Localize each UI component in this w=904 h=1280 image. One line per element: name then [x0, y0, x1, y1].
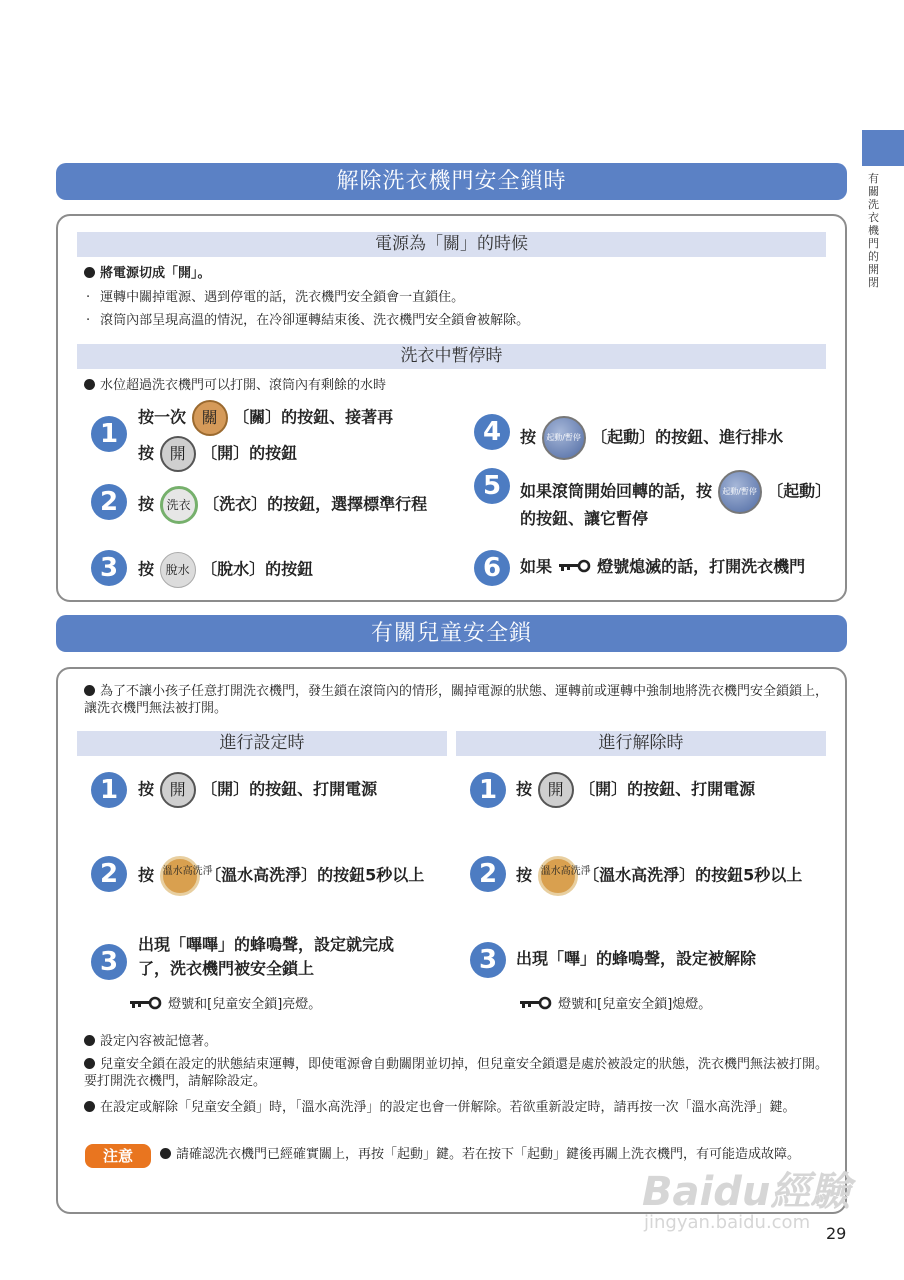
step-number: 2	[470, 856, 506, 892]
step-number: 2	[91, 484, 127, 520]
step-text: 的按鈕、讓它暫停	[520, 509, 649, 528]
spin-button-icon: 脫水	[160, 552, 196, 588]
step-text: 出現「嗶嗶」的蜂鳴聲，設定就完成 了，洗衣機門被安全鎖上	[138, 935, 395, 978]
step-text: 如果 燈號熄滅的話，打開洗衣機門	[520, 557, 806, 576]
step-number: 3	[470, 942, 506, 978]
step-number: 6	[474, 550, 510, 586]
step-text: 按 洗衣 〔洗衣〕的按鈕，選擇標準行程	[138, 486, 427, 524]
close-button-icon: 關	[192, 400, 228, 436]
step-number: 1	[470, 772, 506, 808]
step-number: 3	[91, 944, 127, 980]
bullet-icon	[84, 1058, 95, 1069]
step-number: 3	[91, 550, 127, 586]
open-button-icon: 開	[160, 772, 196, 808]
step-number: 2	[91, 856, 127, 892]
step-number: 1	[91, 772, 127, 808]
key-lock-icon	[558, 559, 592, 573]
note-item: 在設定或解除「兒童安全鎖」時，「溫水高洗淨」的設定也會一併解除。若欲重新設定時，請再按一次「溫水高洗淨」鍵。	[84, 1099, 840, 1116]
step-text: 如果滾筒開始回轉的話，按 起動/暫停 〔起動〕	[520, 470, 831, 514]
caution-text: 請確認洗衣機門已經確實關上，再按「起動」鍵。若在按下「起動」鍵後再關上洗衣機門，有可能造成故障。	[160, 1146, 830, 1163]
hot-wash-button-icon: 溫水高洗淨	[160, 856, 200, 896]
watermark-logo: Baidu經驗	[642, 1169, 851, 1215]
hot-wash-button-icon: 溫水高洗淨	[538, 856, 578, 896]
bullet-icon	[84, 267, 95, 278]
child-lock-intro: 為了不讓小孩子任意打開洗衣機門，發生鎖在滾筒內的情形，關掉電源的狀態、運轉前或運轉中強制地將洗衣機門安全鎖鎖上，讓洗衣機門無法被打開。	[84, 684, 829, 716]
release-heading: 進行解除時	[456, 731, 826, 756]
key-lock-icon	[128, 996, 164, 1010]
open-button-icon: 開	[538, 772, 574, 808]
release-lamp-note: 燈號和[兒童安全鎖]熄燈。	[518, 996, 711, 1013]
open-button-icon: 開	[160, 436, 196, 472]
step-number: 1	[91, 416, 127, 452]
caution-badge: 注意	[85, 1144, 151, 1168]
power-off-heading: 電源為「關」的時候	[77, 232, 826, 257]
chapter-label: 有關洗衣機門的開閉	[868, 172, 879, 289]
step-text: 按 開 〔開〕的按鈕、打開電源	[516, 772, 755, 808]
note-item: 兒童安全鎖在設定的狀態結束運轉，即使電源會自動關閉並切掉，但兒童安全鎖還是處於被設定的狀態，洗衣機門無法被打開。要打開洗衣機門，請解除設定。	[84, 1057, 829, 1089]
power-off-note: · 運轉中關掉電源、遇到停電的話，洗衣機門安全鎖會一直鎖住。	[86, 290, 465, 305]
section-title-unlock: 解除洗衣機門安全鎖時	[56, 163, 847, 200]
bullet-icon	[84, 379, 95, 390]
key-lock-icon	[518, 996, 554, 1010]
set-heading: 進行設定時	[77, 731, 447, 756]
wash-button-icon: 洗衣	[160, 486, 198, 524]
step-number: 4	[474, 414, 510, 450]
power-off-lead: 將電源切成「開」。	[84, 265, 211, 282]
start-pause-button-icon: 起動/暫停	[718, 470, 762, 514]
note-item: 設定內容被記憶著。	[84, 1033, 840, 1050]
set-lamp-note: 燈號和[兒童安全鎖]亮燈。	[128, 996, 321, 1013]
bullet-icon	[160, 1148, 171, 1159]
step-text: 按 開 〔開〕的按鈕	[138, 436, 297, 472]
step-text: 按 溫水高洗淨 〔溫水高洗淨〕的按鈕5秒以上	[516, 856, 802, 896]
step-text: 按 溫水高洗淨 〔溫水高洗淨〕的按鈕5秒以上	[138, 856, 424, 896]
start-pause-button-icon: 起動/暫停	[542, 416, 586, 460]
watermark-url: jingyan.baidu.com	[644, 1212, 811, 1233]
step-text: 按一次 關 〔關〕的按鈕、接著再	[138, 400, 393, 436]
step-text: 按 脫水 〔脫水〕的按鈕	[138, 552, 313, 588]
step-text: 按 起動/暫停 〔起動〕的按鈕、進行排水	[520, 416, 783, 460]
step-number: 5	[474, 468, 510, 504]
page-number: 29	[826, 1224, 847, 1243]
bullet-icon	[84, 1101, 95, 1112]
power-off-note: · 滾筒內部呈現高溫的情況，在冷卻運轉結束後、洗衣機門安全鎖會被解除。	[86, 313, 530, 328]
bullet-icon	[84, 1035, 95, 1046]
paused-lead: 水位超過洗衣機門可以打開、滾筒內有剩餘的水時	[84, 377, 386, 394]
step-text: 按 開 〔開〕的按鈕、打開電源	[138, 772, 377, 808]
paused-heading: 洗衣中暫停時	[77, 344, 826, 369]
step-text: 出現「嗶」的蜂鳴聲，設定被解除	[516, 949, 757, 968]
chapter-tab	[862, 130, 904, 166]
section-title-child-lock: 有關兒童安全鎖	[56, 615, 847, 652]
bullet-icon	[84, 685, 95, 696]
